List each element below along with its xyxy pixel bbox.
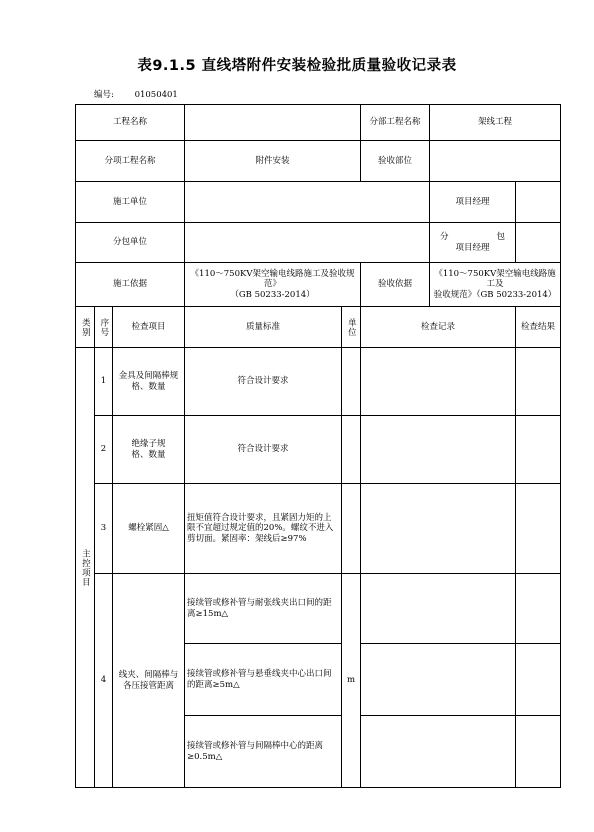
construction-unit-value[interactable]	[185, 182, 430, 223]
acceptance-basis-label: 验收依据	[361, 263, 430, 307]
table-row	[76, 348, 561, 416]
row-unit	[342, 484, 361, 574]
col-result: 检查结果	[516, 307, 561, 348]
inspection-form-table	[75, 104, 561, 788]
row-standard: 符合设计要求	[185, 348, 342, 416]
row-result[interactable]	[516, 484, 561, 574]
row-seq: 1	[95, 348, 113, 416]
item-project-label: 分项工程名称	[76, 141, 185, 182]
row-seq: 2	[95, 416, 113, 484]
basis-label: 施工依据	[76, 263, 185, 307]
sub-project-label: 分部工程名称	[361, 105, 430, 141]
row-unit: m	[342, 574, 361, 788]
form-code	[94, 88, 178, 100]
col-record: 检查记录	[361, 307, 516, 348]
row-record[interactable]	[361, 644, 516, 716]
basis-value	[185, 263, 361, 307]
subcontract-unit-label: 分包单位	[76, 223, 185, 263]
row-standard: 符合设计要求	[185, 416, 342, 484]
acceptance-basis-value	[430, 263, 561, 307]
row-result[interactable]	[516, 416, 561, 484]
basis-value-line-2: （GB 50233-2014）	[230, 289, 315, 300]
item-project-value[interactable]: 附件安装	[185, 141, 361, 182]
row-result[interactable]	[516, 348, 561, 416]
sub-pm-label-2: 包	[496, 231, 506, 242]
row-item: 螺栓紧固△	[113, 484, 185, 574]
row-item: 线夹、间隔棒与 各压接管距离	[113, 574, 185, 788]
acceptance-part-value[interactable]	[430, 141, 561, 182]
row-seq: 4	[95, 574, 113, 788]
row-unit	[342, 348, 361, 416]
table-row	[76, 416, 561, 484]
row-record[interactable]	[361, 484, 516, 574]
row-result[interactable]	[516, 644, 561, 716]
form-code-value: 01050401	[134, 90, 178, 100]
category-main-control: 主控项目	[76, 348, 95, 788]
row-seq: 3	[95, 484, 113, 574]
construction-unit-label: 施工单位	[76, 182, 185, 223]
col-category: 类别	[76, 307, 95, 348]
row-sub-standard: 接续管或修补管与悬垂线夹中心出口间的距离≥5m△	[185, 644, 342, 716]
row-sub-standard: 接续管或修补管与耐张线夹出口间的距离≥15m△	[185, 574, 342, 644]
row-record[interactable]	[361, 716, 516, 788]
row-result[interactable]	[516, 716, 561, 788]
basis-value-line-1: 《110～750KV架空输电线路施工及验收规范》	[190, 268, 355, 290]
project-manager-value[interactable]	[516, 182, 561, 223]
col-unit: 单位	[342, 307, 361, 348]
sub-project-value[interactable]: 架线工程	[430, 105, 561, 141]
sub-pm-label-1: 分	[440, 231, 449, 242]
project-name-value[interactable]	[185, 105, 361, 141]
acceptance-part-label: 验收部位	[361, 141, 430, 182]
sub-pm-label-top	[432, 232, 513, 243]
row-record[interactable]	[361, 416, 516, 484]
row-unit	[342, 416, 361, 484]
sub-pm-value[interactable]	[516, 223, 561, 263]
row-item: 金具及间隔棒规 格、数量	[113, 348, 185, 416]
project-manager-label: 项目经理	[430, 182, 516, 223]
col-standard: 质量标准	[185, 307, 342, 348]
row-record[interactable]	[361, 574, 516, 644]
col-item: 检查项目	[113, 307, 185, 348]
subcontract-unit-value[interactable]	[185, 223, 430, 263]
row-standard: 扭矩值符合设计要求，且紧固力矩的上限不宜超过规定值的20%。螺纹不进入剪切面。紧固率：架线后≥97%	[185, 484, 342, 574]
form-code-label: 编号:	[94, 90, 114, 100]
row-result[interactable]	[516, 574, 561, 644]
page-title: 表9.1.5 直线塔附件安装检验批质量验收记录表	[137, 58, 457, 74]
table-row	[76, 574, 561, 644]
row-record[interactable]	[361, 348, 516, 416]
row-sub-standard: 接续管或修补管与间隔棒中心的距离≥0.5m△	[185, 716, 342, 788]
sub-pm-label-3: 项目经理	[455, 242, 490, 253]
col-seq: 序号	[95, 307, 113, 348]
acceptance-basis-line-1: 《110～750KV架空输电线路施工及	[434, 268, 556, 290]
project-name-label: 工程名称	[76, 105, 185, 141]
acceptance-basis-line-2: 验收规范》（GB 50233-2014）	[433, 289, 557, 300]
table-row	[76, 484, 561, 574]
sub-pm-label	[430, 223, 516, 263]
row-item: 绝缘子规 格、数量	[113, 416, 185, 484]
